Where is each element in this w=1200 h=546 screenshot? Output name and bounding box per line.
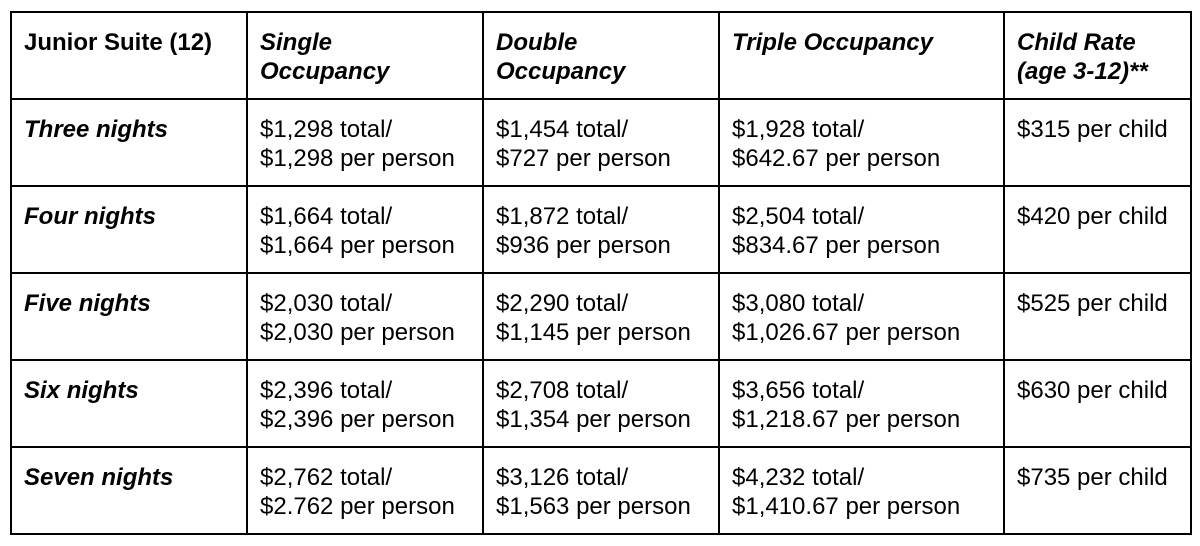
cell-per-person: $2,030 per person [260, 319, 455, 346]
cell-double [483, 360, 719, 447]
header-double-line-1: Double [496, 29, 578, 56]
header-room-type [11, 12, 247, 99]
cell-total: $3,126 total/ [496, 464, 629, 491]
header-room-type-text: Junior Suite (12) [24, 29, 213, 56]
cell-per-person: $1,218.67 per person [732, 406, 961, 433]
cell-total: $2,762 total/ [260, 464, 393, 491]
cell-child [1004, 447, 1191, 534]
cell-child-text: $735 per child [1017, 464, 1168, 491]
header-single-line-2: Occupancy [260, 58, 390, 85]
cell-total: $4,232 total/ [732, 464, 865, 491]
cell-total: $1,928 total/ [732, 116, 865, 143]
header-double-line-2: Occupancy [496, 58, 626, 85]
cell-total: $2,030 total/ [260, 290, 393, 317]
header-double-occupancy [483, 12, 719, 99]
cell-double [483, 273, 719, 360]
row-label-text: Seven nights [24, 464, 174, 491]
cell-total: $2,708 total/ [496, 377, 629, 404]
row-label [11, 186, 247, 273]
cell-per-person: $936 per person [496, 232, 671, 259]
row-label-text: Six nights [24, 377, 139, 404]
row-label [11, 273, 247, 360]
cell-total: $1,664 total/ [260, 203, 393, 230]
header-child-rate [1004, 12, 1191, 99]
header-triple-occupancy [719, 12, 1004, 99]
header-single-line-1: Single [260, 29, 333, 56]
cell-per-person: $1,410.67 per person [732, 493, 961, 520]
cell-single [247, 99, 483, 186]
cell-per-person: $1,354 per person [496, 406, 691, 433]
cell-total: $2,504 total/ [732, 203, 865, 230]
cell-total: $2,396 total/ [260, 377, 393, 404]
cell-per-person: $1,563 per person [496, 493, 691, 520]
cell-total: $2,290 total/ [496, 290, 629, 317]
cell-single [247, 273, 483, 360]
table-header-row [11, 12, 1191, 99]
cell-triple [719, 273, 1004, 360]
cell-total: $1,298 total/ [260, 116, 393, 143]
cell-total: $1,872 total/ [496, 203, 629, 230]
cell-child [1004, 99, 1191, 186]
cell-total: $1,454 total/ [496, 116, 629, 143]
cell-triple [719, 186, 1004, 273]
cell-per-person: $2.762 per person [260, 493, 455, 520]
cell-single [247, 447, 483, 534]
cell-per-person: $1,298 per person [260, 145, 455, 172]
table-row [11, 447, 1191, 534]
cell-per-person: $642.67 per person [732, 145, 941, 172]
cell-per-person: $1,026.67 per person [732, 319, 961, 346]
table-row [11, 99, 1191, 186]
cell-per-person: $1,145 per person [496, 319, 691, 346]
cell-triple [719, 99, 1004, 186]
header-single-occupancy [247, 12, 483, 99]
table-row [11, 273, 1191, 360]
row-label [11, 360, 247, 447]
cell-triple [719, 447, 1004, 534]
cell-child [1004, 360, 1191, 447]
cell-double [483, 186, 719, 273]
cell-child [1004, 186, 1191, 273]
cell-double [483, 99, 719, 186]
table-row [11, 360, 1191, 447]
cell-child-text: $315 per child [1017, 116, 1168, 143]
cell-single [247, 360, 483, 447]
rate-table-container [10, 11, 1192, 535]
row-label [11, 447, 247, 534]
cell-per-person: $727 per person [496, 145, 671, 172]
cell-child-text: $630 per child [1017, 377, 1168, 404]
cell-single [247, 186, 483, 273]
cell-total: $3,080 total/ [732, 290, 865, 317]
cell-per-person: $834.67 per person [732, 232, 941, 259]
row-label-text: Four nights [24, 203, 156, 230]
row-label-text: Five nights [24, 290, 151, 317]
cell-triple [719, 360, 1004, 447]
cell-child-text: $525 per child [1017, 290, 1168, 317]
header-child-line-1: Child Rate [1017, 29, 1136, 56]
row-label-text: Three nights [24, 116, 169, 143]
cell-per-person: $2,396 per person [260, 406, 455, 433]
cell-child-text: $420 per child [1017, 203, 1168, 230]
header-triple-line-1: Triple Occupancy [732, 29, 933, 56]
cell-total: $3,656 total/ [732, 377, 865, 404]
cell-double [483, 447, 719, 534]
header-child-line-2: (age 3-12)** [1017, 58, 1148, 85]
rate-table [10, 11, 1192, 535]
table-row [11, 186, 1191, 273]
cell-per-person: $1,664 per person [260, 232, 455, 259]
cell-child [1004, 273, 1191, 360]
row-label [11, 99, 247, 186]
